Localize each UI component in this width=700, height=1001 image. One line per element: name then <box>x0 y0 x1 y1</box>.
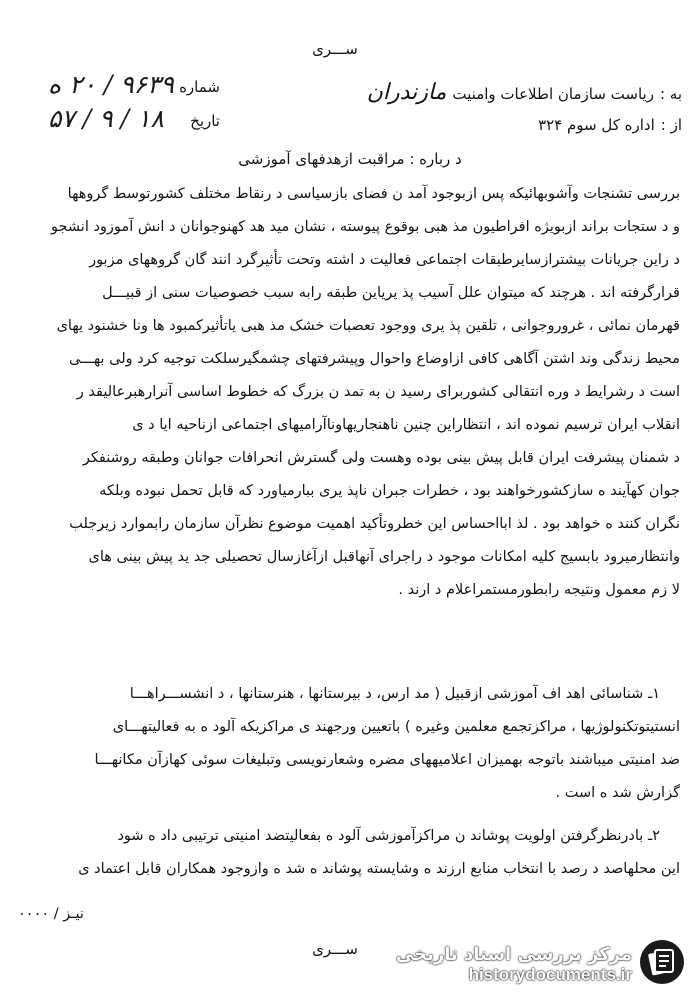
item-line: ۲ـ بادرنظرگرفتن اولویت پوشاند ن مراکزآموزشی آلود ه بفعالیتضد امنیتی ترتیبی داد ه شود <box>117 828 660 844</box>
body-line: است د رشرایط د وره انتقالی کشوربرای رسید ن به تمد ن بزرگ که خطوط اساسی آنرارهبرعالیقد ر <box>76 384 680 400</box>
body-line: محیط زندگی وند اشتن آگاهی کافی ازاوضاع واحوال وپیشرفتهای چشمگیرسلکت توجیه کرد ولی بهـــی <box>69 351 680 367</box>
archive-logo <box>396 938 686 990</box>
to-handwritten: مازندران <box>366 80 447 105</box>
body-line: قهرمان نمائی ، غروروجوانی ، تلقین پذ یری ووجود تعصبات خشک مذ هبی یاتأثیرکمبود ها ونا خشنود یهای <box>56 318 680 334</box>
number-label: شماره <box>179 78 220 96</box>
body-line: لا زم معمول ونتیجه رابطورمستمراعلام د ارند . <box>398 582 680 598</box>
to-line <box>342 80 682 105</box>
document-stack-icon <box>638 938 686 990</box>
logo-name: مرکز بررسی اسناد تاریخی <box>395 943 632 965</box>
logo-url: historydocuments.ir <box>468 964 632 984</box>
classification-top: ســـری <box>312 40 358 58</box>
continuation-mark: نیـز / ۰۰۰۰ <box>18 906 84 922</box>
body-line: وانتظارمیرود بابسیج کلیه امکانات موجود د راجرای آنهاقبل ازآغازسال تحصیلی جد ید پیش بینی های <box>88 549 680 565</box>
from-value: اداره کل سوم ۳۲۴ <box>538 116 655 134</box>
from-label: از : <box>660 116 682 134</box>
body-line: نگران کنند ه خواهد بود . لذ ابااحساس این خطروتأکید اهمیت موضوع نظرآن سازمان رابموارد زیرجلب <box>69 516 680 532</box>
body-paragraph <box>20 184 680 613</box>
number-value: ۹۶۳۹ / ۲۰ ه <box>48 70 174 99</box>
body-line: د راین جریانات بیشترازسایرطبقات اجتماعی فعالیت د اشته وتحت تأثیرگرد انند گان گروههای مزبور <box>89 252 680 268</box>
body-line: د شمنان پیشرفت ایران قابل پیش بینی بوده وهست ولی گسترش انحرافات جوانان وطبقه روشنفکر <box>82 450 680 466</box>
body-line: و د ستجات براند ازبویژه افراطیون مذ هبی بوقوع پیوسته ، نشان مید هد کهنوجوانان د انش آموزود انشجو <box>51 219 680 235</box>
to-label: به : <box>659 85 682 103</box>
body-line: انقلاب ایران ترسیم نموده اند ، انتظاراین چنین ناهنجاریهاوناآرامیهای اجتماعی ازناحیه ایا د ی <box>132 417 680 433</box>
item-line: این محلهاصد د رصد با انتخاب منابع ارزند ه وشایسته پوشاند ه شد ه وازوجود همکاران قابل اعتماد ی <box>78 861 680 877</box>
item-line: ضد امنیتی میباشند باتوجه بهمیزان اعلامیههای مضره وشعارنویسی وتبلیغات سوئی کهازآن مکانهـــا <box>94 752 680 768</box>
date-label: تاریخ <box>190 112 220 130</box>
item-line: ۱ـ شناسائی اهد اف آموزشی ازقبیل ( مد ارس، د بیرستانها ، هنرستانها ، د انشســـراهـــا <box>129 686 660 702</box>
item-line: انستیتوتکنولوژیها ، مراکزتجمع معلمین وغیره ) باتعیین ورجهند ی مراکزیکه آلود ه به فعالیتهـــای <box>112 719 680 735</box>
body-line: بررسی تشنجات وآشوبهائیکه پس ازبوجود آمد ن فضای بازسیاسی د رنقاط مختلف کشورتوسط گروهها <box>67 186 680 202</box>
from-line <box>342 116 682 134</box>
item-line: گزارش شد ه است . <box>555 785 680 801</box>
item-1 <box>20 684 680 816</box>
item-2 <box>20 826 680 892</box>
number-date-block <box>40 68 220 138</box>
classification-bottom: ســـری <box>312 940 358 958</box>
date-value: ۱۸ / ۹ / ۵۷ <box>48 104 164 133</box>
body-line: قرارگرفته اند . هرچند که میتوان علل آسیب پذ یریاین طبقه رابه سبب خصوصیات سنی از قبیـــل <box>102 285 680 301</box>
subject-line: د رباره : مراقبت ازهدفهای آموزشی <box>238 150 462 168</box>
to-value: ریاست سازمان اطلاعات وامنیت <box>452 85 654 103</box>
logo-text <box>396 944 632 985</box>
body-line: جوان کهآیند ه سازکشورخواهند بود ، خطرات جبران ناپذ یری ببارمیاورد که قابل تحمل نبوده وبلکه <box>99 483 680 499</box>
